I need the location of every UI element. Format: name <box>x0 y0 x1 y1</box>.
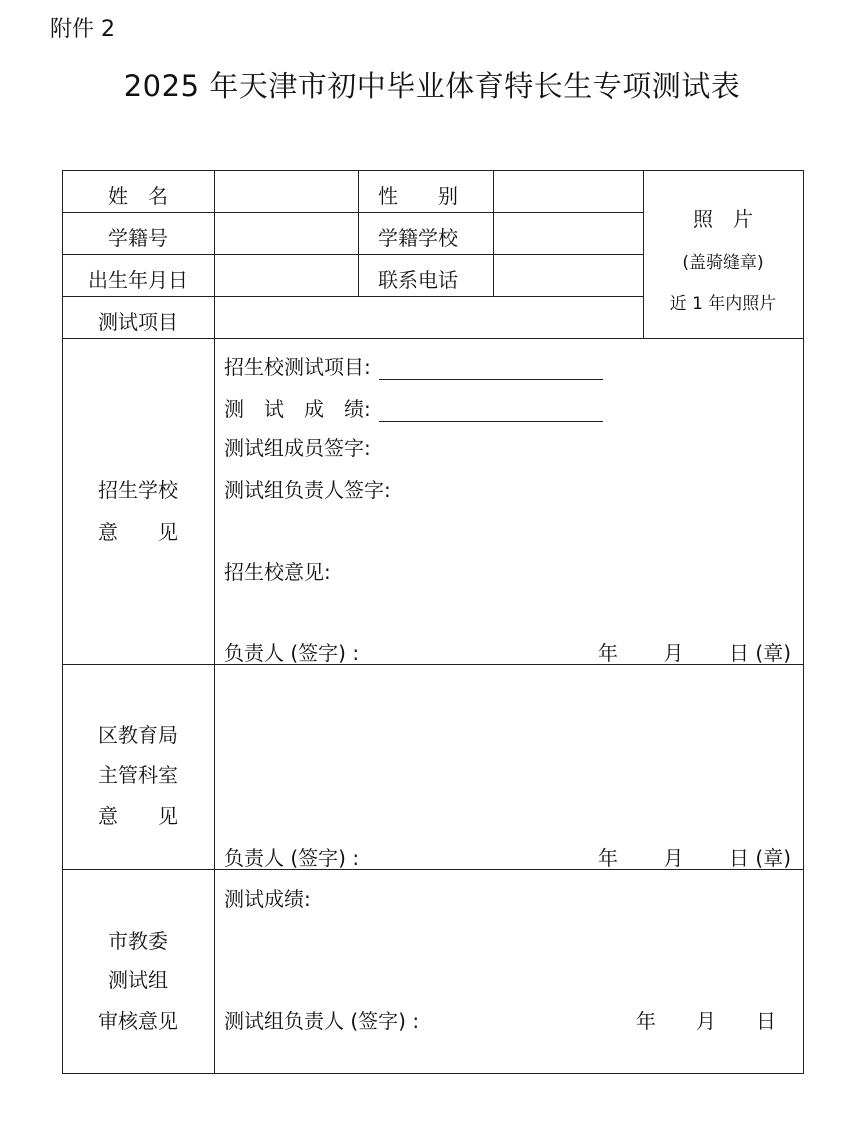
birth-date-label: 出生年月日 <box>88 268 188 292</box>
year-label: 年 <box>636 1009 656 1033</box>
month-label: 月 <box>696 1009 716 1033</box>
column-divider <box>493 170 494 296</box>
section2-responsible-signature: 负责人 (签字) : <box>224 846 360 870</box>
section2-label-line2: 主管科室 <box>98 763 178 787</box>
row-divider <box>62 338 803 339</box>
year-label: 年 <box>598 846 618 870</box>
student-id-label: 学籍号 <box>108 226 168 250</box>
section1-label-line1: 招生学校 <box>98 478 178 502</box>
school-label: 学籍学校 <box>378 226 458 250</box>
test-item-label: 测试项目 <box>98 310 178 334</box>
day-label: 日 <box>756 1009 776 1033</box>
section3-test-score-label: 测试成绩: <box>224 887 311 911</box>
attachment-label: 附件 2 <box>50 17 115 42</box>
admission-test-item-blank[interactable] <box>379 357 603 380</box>
month-label: 月 <box>663 846 684 870</box>
test-members-signature-label: 测试组成员签字: <box>224 436 371 460</box>
day-stamp-label: 日 (章) <box>729 846 791 870</box>
day-stamp-label: 日 (章) <box>729 641 791 665</box>
test-score-blank[interactable] <box>379 399 603 422</box>
test-leader-signature-label: 测试组负责人签字: <box>224 478 391 502</box>
section2-label-line3: 意 见 <box>98 804 178 828</box>
page-title: 2025 年天津市初中毕业体育特长生专项测试表 <box>123 69 741 103</box>
row-divider <box>62 212 643 213</box>
table-border-right <box>803 170 804 1074</box>
section3-label-line1: 市教委 <box>108 929 168 953</box>
section2-label-line1: 区教育局 <box>98 723 178 747</box>
section3-leader-signature: 测试组负责人 (签字) : <box>224 1009 420 1033</box>
photo-requirement: 近 1 年内照片 <box>669 294 777 314</box>
name-label: 姓 名 <box>108 184 168 208</box>
table-border-bottom <box>62 1073 803 1074</box>
gender-label: 性 别 <box>378 184 458 208</box>
section3-date <box>636 1005 776 1034</box>
section1-responsible-signature: 负责人 (签字) : <box>224 641 360 665</box>
photo-title: 照 片 <box>693 207 753 231</box>
admission-school-opinion-label: 招生校意见: <box>224 560 331 584</box>
row-divider <box>62 296 643 297</box>
section3-label-line3: 审核意见 <box>98 1009 178 1033</box>
section3-label-line2: 测试组 <box>108 968 168 992</box>
phone-label: 联系电话 <box>378 268 458 292</box>
label-column-divider <box>214 170 215 1074</box>
section1-label-line2: 意 见 <box>98 520 178 544</box>
test-score-row <box>224 393 603 422</box>
column-divider <box>358 170 359 296</box>
section2-date-stamp <box>598 842 791 871</box>
row-divider <box>62 254 643 255</box>
photo-stamp-note: (盖骑缝章) <box>682 253 764 273</box>
table-border-top <box>62 170 803 171</box>
year-label: 年 <box>598 641 618 665</box>
admission-test-item-row <box>224 351 603 380</box>
section1-date-stamp <box>598 637 791 666</box>
month-label: 月 <box>663 641 684 665</box>
test-score-label: 测 试 成 绩: <box>224 397 371 421</box>
admission-test-item-label: 招生校测试项目: <box>224 355 371 379</box>
